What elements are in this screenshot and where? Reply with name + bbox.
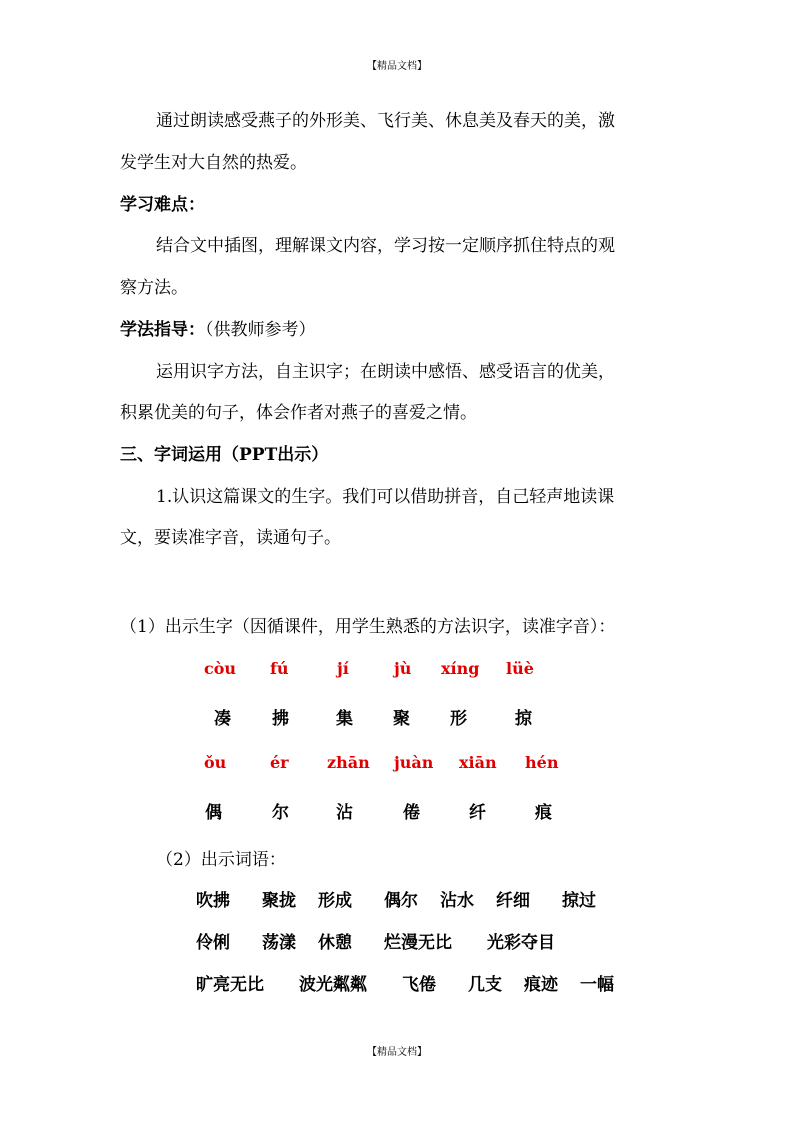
- vocabulary-word: 沾水: [440, 891, 474, 911]
- character: 集: [336, 709, 353, 729]
- paragraph-line: 通过朗读感受燕子的外形美、飞行美、休息美及春天的美，激: [156, 111, 615, 131]
- pinyin-label: xíng: [441, 659, 480, 678]
- vocabulary-word: 光彩夺目: [487, 933, 555, 953]
- heading-difficulty: 学习难点：: [120, 195, 205, 215]
- paragraph-line: 积累优美的句子，体会作者对燕子的喜爱之情。: [120, 403, 477, 423]
- vocabulary-word: 伶俐: [196, 933, 230, 953]
- vocabulary-word: 荡漾: [262, 933, 296, 953]
- heading-method: [120, 315, 316, 340]
- character: 拂: [272, 709, 289, 729]
- pinyin-label: ér: [270, 753, 289, 772]
- character: 偶: [205, 803, 222, 823]
- paragraph-line: 结合文中插图，理解课文内容，学习按一定顺序抓住特点的观: [156, 236, 615, 256]
- pinyin-label: hén: [525, 753, 559, 772]
- subsection-new-characters: （1）出示生字（因循课件，用学生熟悉的方法识字，读准字音）：: [120, 617, 616, 637]
- heading-method-note: （供教师参考）: [205, 320, 316, 340]
- paragraph-line: 察方法。: [120, 278, 188, 298]
- character: 凑: [214, 709, 231, 729]
- pinyin-label: xiān: [459, 753, 497, 772]
- pinyin-label: lüè: [506, 659, 534, 678]
- pinyin-label: fú: [270, 659, 289, 678]
- vocabulary-word: 几支: [468, 975, 502, 995]
- character: 形: [450, 709, 467, 729]
- vocabulary-word: 偶尔: [384, 891, 418, 911]
- pinyin-label: ǒu: [204, 753, 227, 772]
- character: 沾: [336, 803, 353, 823]
- vocabulary-word: 形成: [318, 891, 352, 911]
- pinyin-label: zhān: [327, 753, 370, 772]
- page-header: 【精品文档】: [367, 61, 427, 72]
- pinyin-label: jù: [394, 659, 412, 678]
- paragraph-line: 发学生对大自然的热爱。: [120, 153, 307, 173]
- paragraph-line: 1.认识这篇课文的生字。我们可以借助拼音，自己轻声地读课: [156, 487, 615, 507]
- character: 痕: [535, 803, 552, 823]
- vocabulary-word: 飞倦: [402, 975, 436, 995]
- vocabulary-word: 旷亮无比: [196, 975, 264, 995]
- character: 纤: [469, 803, 486, 823]
- heading-method-label: 学法指导：: [120, 320, 205, 340]
- section-heading: 三、字词运用（PPT出示）: [120, 445, 329, 465]
- vocabulary-word: 掠过: [562, 891, 596, 911]
- vocabulary-word: 纤细: [496, 891, 530, 911]
- vocabulary-word: 吹拂: [196, 891, 230, 911]
- subsection-words: （2）出示词语：: [156, 850, 286, 870]
- vocabulary-word: 波光粼粼: [299, 975, 367, 995]
- pinyin-label: còu: [204, 659, 237, 678]
- character: 倦: [403, 803, 420, 823]
- vocabulary-word: 聚拢: [262, 891, 296, 911]
- page-footer: 【精品文档】: [367, 1047, 427, 1058]
- vocabulary-word: 一幅: [580, 975, 614, 995]
- pinyin-label: jí: [337, 659, 349, 678]
- vocabulary-word: 烂漫无比: [384, 933, 452, 953]
- character: 尔: [272, 803, 289, 823]
- vocabulary-word: 痕迹: [524, 975, 558, 995]
- paragraph-line: 运用识字方法，自主识字；在朗读中感悟、感受语言的优美，: [156, 362, 615, 382]
- character: 聚: [393, 709, 410, 729]
- character: 掠: [515, 709, 532, 729]
- vocabulary-word: 休憩: [318, 933, 352, 953]
- paragraph-line: 文，要读准字音，读通句子。: [120, 528, 341, 548]
- pinyin-label: juàn: [394, 753, 434, 772]
